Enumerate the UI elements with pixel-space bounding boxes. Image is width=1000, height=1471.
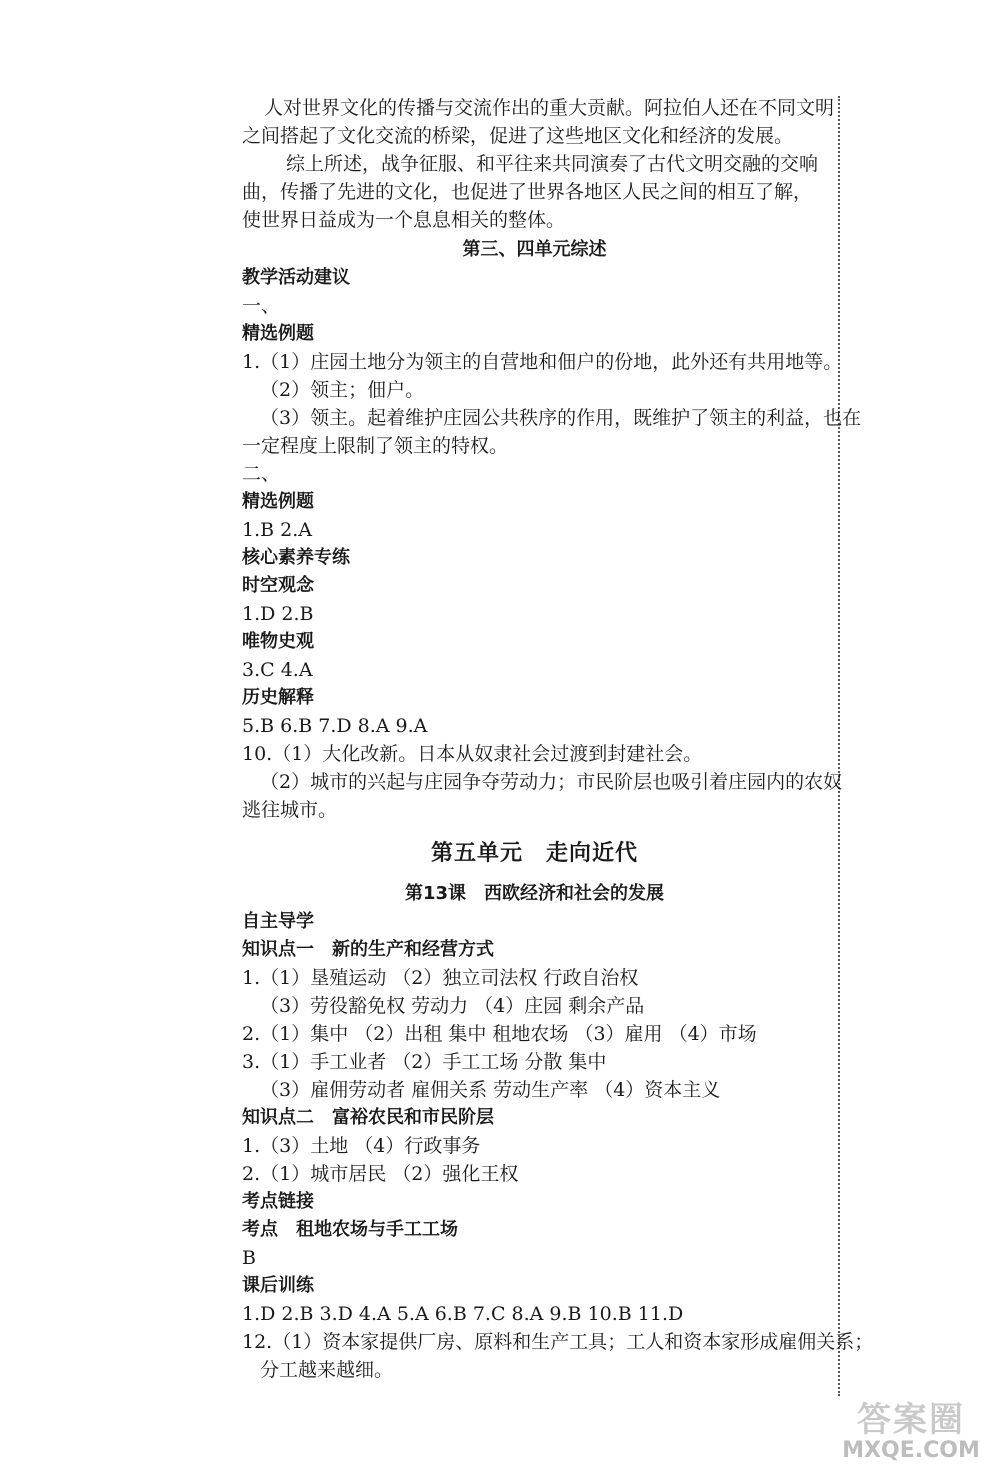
unit-title: 第五单元 走向近代 bbox=[430, 841, 638, 866]
watermark-url: MXQE.COM bbox=[842, 1438, 980, 1463]
answer-line: 3.C 4.A bbox=[242, 659, 313, 681]
answer-line: （3）领主。起着维护庄园公共秩序的作用，既维护了领主的利益，也在 bbox=[260, 407, 862, 429]
answer-line: 一定程度上限制了领主的特权。 bbox=[242, 435, 509, 457]
paragraph-line: 综上所述，战争征服、和平往来共同演奏了古代文明交融的交响 bbox=[286, 153, 819, 175]
paragraph-line: 之间搭起了文化交流的桥梁，促进了这些地区文化和经济的发展。 bbox=[242, 125, 794, 147]
answer-line: （3）雇佣劳动者 雇佣关系 劳动生产率 （4）资本主义 bbox=[260, 1079, 721, 1101]
subheading: 精选例题 bbox=[242, 491, 314, 512]
item-label: 二、 bbox=[242, 463, 281, 485]
answer-line: 10.（1）大化改新。日本从奴隶社会过渡到封建社会。 bbox=[242, 743, 703, 765]
paragraph-line: 人对世界文化的传播与交流作出的重大贡献。阿拉伯人还在不同文明 bbox=[264, 97, 835, 119]
answer-line: 2.（1）城市居民 （2）强化王权 bbox=[242, 1163, 519, 1185]
answer-line: （3）劳役豁免权 劳动力 （4）庄园 剩余产品 bbox=[260, 995, 645, 1017]
subheading: 考点 租地农场与手工工场 bbox=[242, 1219, 458, 1240]
answer-line: （2）城市的兴起与庄园争夺劳动力；市民阶层也吸引着庄园内的农奴 bbox=[260, 771, 843, 793]
answer-line: 逃往城市。 bbox=[242, 799, 338, 821]
paragraph-line: 使世界日益成为一个息息相关的整体。 bbox=[242, 209, 566, 231]
subheading: 精选例题 bbox=[242, 323, 314, 344]
answer-line: 3.（1）手工业者 （2）手工工场 分散 集中 bbox=[242, 1051, 607, 1073]
subheading: 教学活动建议 bbox=[242, 267, 350, 288]
margin-dotted-line bbox=[838, 96, 840, 1396]
answer-line: 1.B 2.A bbox=[242, 519, 312, 541]
subheading: 自主导学 bbox=[242, 911, 314, 932]
answer-line: 1.D 2.B bbox=[242, 603, 314, 625]
subheading: 课后训练 bbox=[242, 1275, 314, 1296]
subheading: 历史解释 bbox=[242, 687, 314, 708]
answer-line: 12.（1）资本家提供厂房、原料和生产工具；工人和资本家形成雇佣关系； bbox=[242, 1331, 874, 1353]
subheading: 唯物史观 bbox=[242, 631, 314, 652]
answer-line: 5.B 6.B 7.D 8.A 9.A bbox=[242, 715, 428, 737]
subheading: 知识点二 富裕农民和市民阶层 bbox=[242, 1107, 494, 1128]
item-label: 一、 bbox=[242, 295, 281, 317]
subheading: 知识点一 新的生产和经营方式 bbox=[242, 939, 494, 960]
watermark-logo: 答案圈 bbox=[857, 1400, 965, 1440]
answer-line: 1.（1）庄园土地分为领主的自营地和佃户的份地，此外还有共用地等。 bbox=[242, 351, 843, 373]
subheading: 时空观念 bbox=[242, 575, 314, 596]
paragraph-line: 曲，传播了先进的文化，也促进了世界各地区人民之间的相互了解， bbox=[242, 181, 813, 203]
answer-line: 1.（1）垦殖运动 （2）独立司法权 行政自治权 bbox=[242, 967, 639, 989]
answer-line: 2.（1）集中 （2）出租 集中 租地农场 （3）雇用 （4）市场 bbox=[242, 1023, 757, 1045]
answer-line: （2）领主；佃户。 bbox=[260, 379, 425, 401]
answer-line: 分工越来越细。 bbox=[260, 1359, 394, 1381]
lesson-title: 第13课 西欧经济和社会的发展 bbox=[404, 883, 665, 904]
answer-line: 1.（3）土地 （4）行政事务 bbox=[242, 1135, 481, 1157]
answer-line: 1.D 2.B 3.D 4.A 5.A 6.B 7.C 8.A 9.B 10.B 11.D bbox=[242, 1303, 684, 1325]
site-watermark bbox=[826, 1392, 996, 1468]
section-heading: 第三、四单元综述 bbox=[462, 239, 607, 260]
answer-line: B bbox=[242, 1247, 256, 1269]
subheading: 考点链接 bbox=[242, 1191, 314, 1212]
subheading: 核心素养专练 bbox=[242, 547, 350, 568]
